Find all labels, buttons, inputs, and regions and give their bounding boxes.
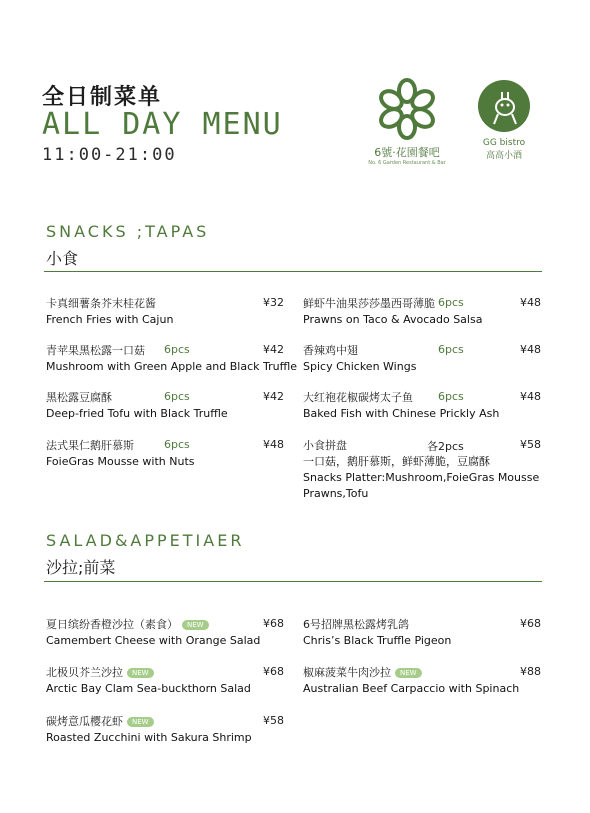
item-name-en: Camembert Cheese with Orange Salad [46,634,261,647]
garden-logo [362,78,452,166]
item-name-en: Baked Fish with Chinese Prickly Ash [303,407,500,420]
new-badge: NEW [182,620,209,630]
item-price: ¥58 [520,438,541,451]
item-price: ¥48 [520,296,541,309]
menu-item [46,665,251,697]
garden-logo-name: 6號·花園餐吧 [374,146,440,159]
item-name-cn: 香辣鸡中翅 [303,344,358,357]
menu-item [46,390,228,422]
item-name-en: Mushroom with Green Apple and Black Truffle [46,360,298,373]
new-badge: NEW [127,668,154,678]
item-name-cn: 法式果仁鹅肝慕斯 [46,439,134,452]
item-name-cn: 6号招牌黑松露烤乳鸽 [303,618,409,631]
bistro-logo [474,80,534,161]
menu-item [46,714,252,746]
item-name-cn: 卡真细薯条芥末桂花酱 [46,297,156,310]
snacks-section-title-cn: 小食 [46,249,79,268]
bistro-logo-name: GG bistro [482,138,526,148]
item-price: ¥32 [263,296,284,309]
item-price: ¥42 [263,390,284,403]
menu-item [46,617,260,649]
item-name-en: Prawns on Taco & Avocado Salsa [303,313,483,326]
item-name-cn: 椒麻菠菜牛肉沙拉 NEW [303,665,519,681]
menu-title-en: ALL DAY MENU [42,107,283,142]
flower-icon [376,78,438,140]
menu-item [303,343,416,375]
item-price: ¥48 [520,390,541,403]
item-portion: 6pcs [164,438,190,451]
item-price: ¥58 [263,714,284,727]
item-name-en: Deep-fried Tofu with Black Truffle [46,407,228,420]
item-price: ¥48 [520,343,541,356]
menu-item [46,296,173,328]
new-badge: NEW [395,668,422,678]
item-price: ¥68 [520,617,541,630]
item-portion: 6pcs [438,296,464,309]
item-portion: 6pcs [164,343,190,356]
item-name-en: Arctic Bay Clam Sea-buckthorn Salad [46,682,251,695]
giraffe-icon [478,80,530,132]
snacks-section-title-en: SNACKS ;TAPAS [46,222,210,241]
item-name-cn: 小食拼盘 [303,439,347,452]
item-price: ¥48 [263,438,284,451]
item-price: ¥88 [520,665,541,678]
item-name-cn: 大红袍花椒碳烤太子鱼 [303,391,413,404]
garden-logo-sub: No. 6 Garden Restaurant & Bar [368,160,446,166]
item-portion: 6pcs [164,390,190,403]
snacks-divider [44,271,542,272]
item-name-cn: 黑松露豆腐酥 [46,391,112,404]
opening-hours: 11:00-21:00 [42,145,177,165]
bistro-logo-sub: 高高小酒 [485,151,522,161]
item-name-cn: 青苹果黑松露一口菇 [46,344,145,357]
item-name-en: FoieGras Mousse with Nuts [46,455,195,468]
item-name-en: Chris’s Black Truffle Pigeon [303,634,452,647]
item-name-en-cont: Prawns,Tofu [303,487,369,500]
menu-item [303,390,499,422]
new-badge: NEW [127,717,154,727]
item-name-cn: 鲜虾牛油果莎莎墨西哥薄脆 [303,297,435,310]
salad-section-title-en: SALAD&APPETIAER [46,531,245,550]
item-name-cn: 夏日缤纷香橙沙拉（素食） NEW [46,617,260,633]
item-name-cn: 北极贝芥兰沙拉 NEW [46,665,251,681]
item-portion: 各2pcs [427,440,464,453]
item-portion: 6pcs [438,390,464,403]
item-name-en: Australian Beef Carpaccio with Spinach [303,682,520,695]
item-name-cn: 碳烤意瓜樱花虾 NEW [46,714,252,730]
item-name-en: Roasted Zucchini with Sakura Shrimp [46,731,252,744]
item-price: ¥42 [263,343,284,356]
item-price: ¥68 [263,665,284,678]
item-name-en: French Fries with Cajun [46,313,174,326]
menu-item [303,665,519,697]
menu-title-cn: 全日制菜单 [42,85,163,110]
item-price: ¥68 [263,617,284,630]
item-portion: 6pcs [438,343,464,356]
item-name-en: Spicy Chicken Wings [303,360,417,373]
salad-divider [44,581,542,582]
salad-section-title-cn: 沙拉;前菜 [46,558,116,577]
menu-item [303,617,451,649]
item-platter-cn: 一口菇，鹅肝慕斯，鲜虾薄脆，豆腐酥 [303,455,490,468]
item-name-en: Snacks Platter:Mushroom,FoieGras Mousse [303,471,540,484]
